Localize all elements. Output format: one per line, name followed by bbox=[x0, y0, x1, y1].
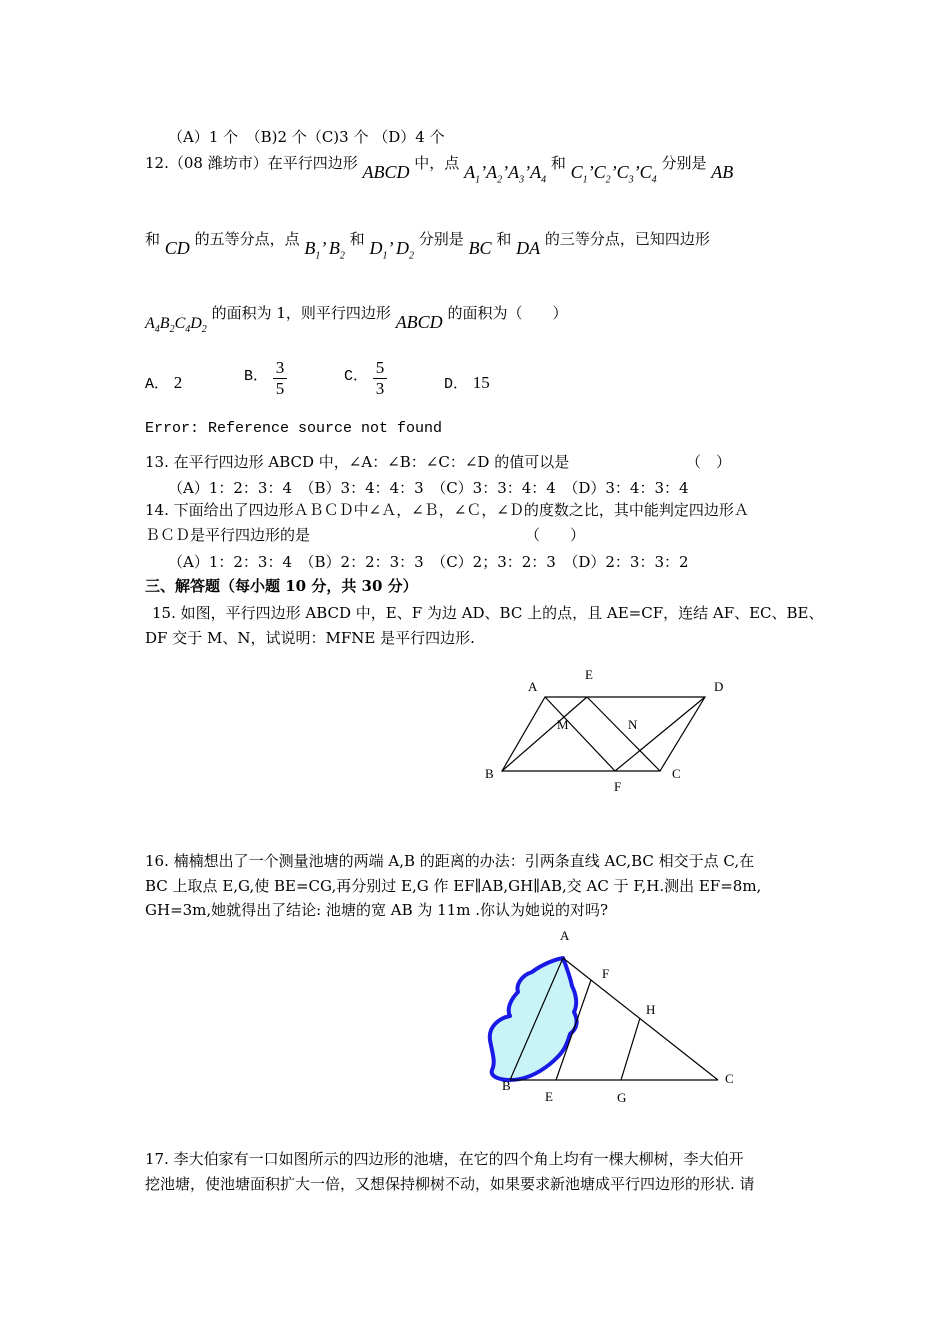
fig16-label-a: A bbox=[560, 928, 570, 943]
q12-fenbieshi2: 分别是 bbox=[418, 230, 464, 248]
q14-paren: （ ） bbox=[525, 526, 586, 544]
q12-zhongdian: 中，点 bbox=[414, 154, 460, 172]
q12-fenbieshi: 分别是 bbox=[661, 154, 707, 172]
fig15-parallelogram-outline bbox=[502, 697, 705, 771]
q12-sandengfen: 的三等分点，已知四边形 bbox=[544, 230, 710, 248]
q12-points-c: $C_1’C_2’C_3’C_4$ bbox=[570, 162, 657, 186]
q12-opt-b-num: 3 bbox=[273, 358, 288, 379]
q13-paren: （ ） bbox=[686, 453, 732, 471]
q17-line1: 17. 李大伯家有一口如图所示的四边形的池塘，在它的四个角上均有一棵大柳树，李大伯开 bbox=[145, 1150, 744, 1168]
q12-opt-d-label: D． bbox=[444, 376, 469, 393]
q12-opt-b bbox=[244, 358, 287, 399]
q12-quad: $A_4B_2C_4D_2$ bbox=[145, 315, 207, 336]
fig15-label-d: D bbox=[714, 679, 724, 694]
q12-line1 bbox=[145, 152, 734, 186]
q12-line2-he: 和 bbox=[145, 230, 161, 248]
fig15-label-c: C bbox=[672, 766, 681, 781]
q12-points-a: $A_1’A_2’A_3’A_4$ bbox=[464, 162, 547, 186]
section3-heading: 三、解答题（每小题 10 分，共 30 分） bbox=[145, 577, 418, 595]
fig16-line-gh bbox=[621, 1018, 640, 1080]
fig15-label-n: N bbox=[628, 717, 638, 732]
fig15-line-be bbox=[502, 697, 587, 771]
fig16-label-h: H bbox=[646, 1002, 656, 1017]
q12-he: 和 bbox=[550, 154, 566, 172]
figure-16-pond bbox=[470, 922, 750, 1112]
q12-bc: BC bbox=[468, 238, 492, 258]
fig15-label-m: M bbox=[557, 717, 569, 732]
q12-abcd: ABCD bbox=[362, 162, 410, 182]
fig15-line-ec bbox=[587, 697, 660, 771]
q16-line3: GH=3m,她就得出了结论: 池塘的宽 AB 为 11m .你认为她说的对吗? bbox=[145, 901, 609, 919]
error-reference-text: Error: Reference source not found bbox=[145, 420, 443, 437]
q12-opt-a-label: A． bbox=[145, 376, 170, 393]
q12-points-b: $B_1$’ $B_2$ bbox=[304, 238, 345, 262]
fig16-label-g: G bbox=[617, 1090, 627, 1105]
q12-opt-b-den: 5 bbox=[275, 379, 285, 398]
q12-opt-c-label: C． bbox=[344, 367, 369, 385]
q12-line3 bbox=[145, 302, 568, 336]
q12-opt-a bbox=[145, 372, 182, 393]
q12-opt-c bbox=[344, 358, 387, 399]
q12-opt-d bbox=[444, 372, 490, 393]
q12-abcd2: ABCD bbox=[395, 312, 443, 332]
fig16-line-ac bbox=[563, 958, 718, 1080]
q12-opt-c-den: 3 bbox=[375, 379, 385, 398]
q12-da: DA bbox=[516, 238, 541, 258]
q12-cd: CD bbox=[164, 238, 190, 258]
fig15-label-a: A bbox=[528, 679, 538, 694]
q12-label: 12.（08 潍坊市）在平行四边形 bbox=[145, 154, 358, 172]
q12-ab: AB bbox=[711, 162, 734, 182]
q12-opt-c-num: 5 bbox=[373, 358, 388, 379]
fig16-label-b: B bbox=[502, 1078, 511, 1093]
q14-options: （A）1：2：3：4 （B）2：2：3：3 （C）2；3：2：3 （D）2：3：3：2 bbox=[168, 553, 689, 571]
q14-line1: 14. 下面给出了四边形ＡＢＣＤ中∠Ａ，∠Ｂ，∠Ｃ，∠Ｄ的度数之比，其中能判定四边形Ａ bbox=[145, 501, 749, 519]
q11-options: （A）1 个 （B)2 个（C)3 个 （D）4 个 bbox=[168, 128, 445, 146]
q12-wudengfen: 的五等分点，点 bbox=[194, 230, 300, 248]
fig15-label-b: B bbox=[485, 766, 494, 781]
q12-opt-c-frac bbox=[373, 358, 388, 399]
q13-options: （A）1：2：3：4 （B）3：4：4：3 （C）3：3：4：4 （D）3：4：3：4 bbox=[168, 479, 689, 497]
q12-mianji: 的面积为 1，则平行四边形 bbox=[211, 304, 391, 322]
q12-opt-a-val: 2 bbox=[173, 373, 183, 392]
q15-line2: DF 交于 M、N，试说明：MFNE 是平行四边形. bbox=[145, 629, 475, 647]
fig16-label-c: C bbox=[725, 1071, 734, 1086]
fig15-label-e: E bbox=[585, 667, 593, 682]
q12-opt-b-frac bbox=[273, 358, 288, 399]
pond-shape bbox=[490, 958, 577, 1080]
fig16-label-e: E bbox=[545, 1089, 553, 1104]
q12-mianji2: 的面积为（ ） bbox=[447, 304, 568, 322]
q13-text: 13. 在平行四边形 ABCD 中，∠A：∠B：∠C：∠D 的值可以是 bbox=[145, 453, 570, 471]
q16-line1: 16. 楠楠想出了一个测量池塘的两端 A,B 的距离的办法：引两条直线 AC,BC 相交于点 C,在 bbox=[145, 852, 755, 870]
q17-line2: 挖池塘，使池塘面积扩大一倍，又想保持柳树不动，如果要求新池塘成平行四边形的形状. 请 bbox=[145, 1175, 755, 1193]
fig15-line-af bbox=[545, 697, 615, 771]
fig15-label-f: F bbox=[614, 779, 622, 794]
q16-line2: BC 上取点 E,G,使 BE=CG,再分别过 E,G 作 EF∥AB,GH∥AB,交 AC 于 F,H.测出 EF=8m, bbox=[145, 877, 762, 895]
q12-he3: 和 bbox=[496, 230, 512, 248]
fig15-line-df bbox=[615, 697, 705, 771]
q12-opt-d-val: 15 bbox=[472, 373, 490, 392]
q12-opt-b-label: B． bbox=[244, 367, 269, 385]
fig16-label-f: F bbox=[602, 966, 610, 981]
figure-15-parallelogram bbox=[480, 660, 740, 800]
q14-line2: ＢＣＤ是平行四边形的是 bbox=[145, 526, 311, 544]
q12-line2 bbox=[145, 228, 710, 262]
q12-points-d: $D_1$’ $D_2$ bbox=[369, 238, 414, 262]
q15-line1: 15. 如图，平行四边形 ABCD 中，E、F 为边 AD、BC 上的点，且 AE=CF，连结 AF、EC、BE、 bbox=[152, 604, 824, 622]
q12-he2: 和 bbox=[349, 230, 365, 248]
